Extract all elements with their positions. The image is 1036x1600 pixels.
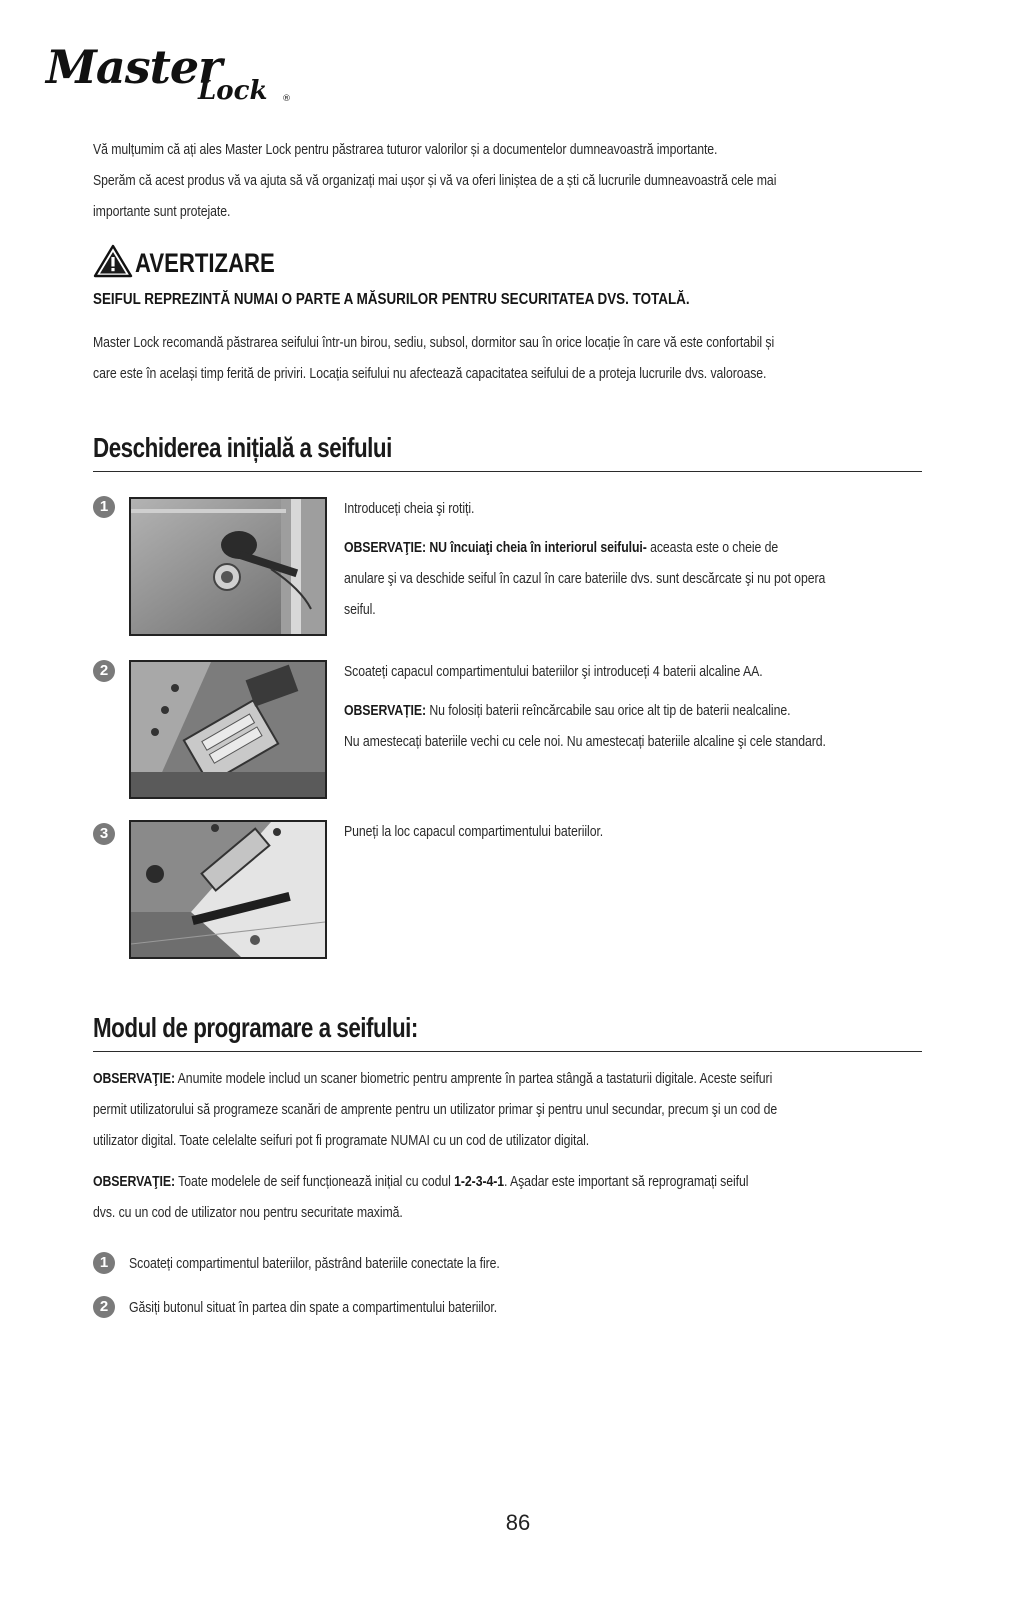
logo-master-text: Master xyxy=(46,40,222,94)
step-2-note-bold: OBSERVAȚIE: xyxy=(344,702,427,719)
section-divider xyxy=(93,1051,922,1052)
step-1-note-dash: - xyxy=(642,539,647,556)
warning-line-1: Master Lock recomandă păstrarea seifului într-un birou, sediu, subsol, dormitor sau în orice locație în care vă este confortabil și xyxy=(93,334,775,351)
step-2-note-line-2: Nu amestecați bateriile vechi cu cele noi. Nu amestecați bateriile alcaline şi cele standard. xyxy=(344,733,826,750)
step-1-text xyxy=(344,493,918,625)
step-2-batteries-photo xyxy=(129,660,327,799)
programming-note-2-bold: OBSERVAŢIE: xyxy=(93,1173,176,1190)
warning-triangle-icon xyxy=(93,244,133,278)
warning-paragraph xyxy=(93,327,921,389)
programming-note-2-post: . Aşadar este important să reprogramați seiful xyxy=(503,1173,749,1190)
programming-note-1-line-2: permit utilizatorului să programeze scanări de amprente pentru un utilizator primar şi pentru unul secundar, precum şi un cod de xyxy=(93,1101,778,1118)
logo-registered-mark: ® xyxy=(282,94,291,104)
programming-note-2-pre: Toate modelele de seif funcționează inițial cu codul xyxy=(175,1173,455,1190)
step-number-badge: 3 xyxy=(93,823,115,845)
step-3-text xyxy=(344,816,918,847)
intro-line-1: Vă mulțumim că ați ales Master Lock pentru păstrarea tuturor valorilor și a documentelor dumneavoastră importante. xyxy=(93,141,718,158)
step-number-badge: 2 xyxy=(93,1296,115,1318)
step-number-badge: 1 xyxy=(93,1252,115,1274)
step-3-cover-photo xyxy=(129,820,327,959)
section-divider xyxy=(93,471,922,472)
step-1-note-line-1: aceasta este o cheie de xyxy=(646,539,779,556)
section-heading-programming-mode: Modul de programare a seifului: xyxy=(93,1012,418,1043)
programming-note-1-line-3: utilizator digital. Toate celelalte seifuri pot fi programate NUMAI cu un cod de utilizator digital. xyxy=(93,1132,590,1149)
page-number: 86 xyxy=(505,1510,531,1535)
programming-note-2 xyxy=(93,1166,921,1228)
master-lock-logo xyxy=(46,40,296,108)
step-1-note-line-3: seiful. xyxy=(344,601,376,618)
step-2-note xyxy=(344,695,918,726)
step-1-note xyxy=(344,532,918,563)
programming-note-1-bold: OBSERVAŢIE: xyxy=(93,1070,176,1087)
intro-line-3: importante sunt protejate. xyxy=(93,203,231,220)
intro-line-2: Sperăm că acest produs vă va ajuta să vă organizați mai ușor și vă va oferi liniștea de a ști că lucrurile dumneavoastră cele mai xyxy=(93,172,777,189)
programming-step-2-text: Găsiți butonul situat în partea din spate a compartimentului bateriilor. xyxy=(129,1299,498,1316)
step-2-text xyxy=(344,656,918,757)
step-1-instruction: Introduceți cheia şi rotiți. xyxy=(344,500,475,517)
default-code: 1-2-3-4-1 xyxy=(454,1173,504,1190)
programming-note-1-line-1: Anumite modele includ un scaner biometric pentru amprente în partea stângă a tastaturii digitale. Aceste seifuri xyxy=(175,1070,773,1087)
programming-step-1-text: Scoateți compartimentul bateriilor, păstrând bateriile conectate la fire. xyxy=(129,1255,500,1272)
step-number-badge: 2 xyxy=(93,660,115,682)
warning-subtitle: SEIFUL REPREZINTĂ NUMAI O PARTE A MĂSURILOR PENTRU SECURITATEA DVS. TOTALĂ. xyxy=(93,291,690,308)
step-1-note-bold: OBSERVAŢIE: NU încuiaţi cheia în interiorul seifului xyxy=(344,539,643,556)
warning-title: AVERTIZARE xyxy=(135,248,275,278)
programming-note-2-line-2: dvs. cu un cod de utilizator nou pentru securitate maximă. xyxy=(93,1204,403,1221)
programming-note-1 xyxy=(93,1063,921,1156)
warning-line-2: care este în același timp ferită de priviri. Locația seifului nu afectează capacitatea seifului de a proteja lucrurile dvs. valoroase. xyxy=(93,365,767,382)
step-3-instruction: Puneți la loc capacul compartimentului bateriilor. xyxy=(344,823,604,840)
intro-paragraph xyxy=(93,134,921,227)
section-heading-initial-opening: Deschiderea inițială a seifului xyxy=(93,432,392,463)
step-1-key-photo xyxy=(129,497,327,636)
step-1-note-line-2: anulare şi va deschide seiful în cazul în care bateriile dvs. sunt descărcate şi nu pot opera xyxy=(344,570,826,587)
logo-lock-text: Lock xyxy=(198,76,268,106)
step-number-badge: 1 xyxy=(93,496,115,518)
step-2-note-line-1: Nu folosiți baterii reîncărcabile sau orice alt tip de baterii nealcaline. xyxy=(426,702,791,719)
step-2-instruction: Scoateți capacul compartimentului bateriilor şi introduceți 4 baterii alcaline AA. xyxy=(344,663,763,680)
